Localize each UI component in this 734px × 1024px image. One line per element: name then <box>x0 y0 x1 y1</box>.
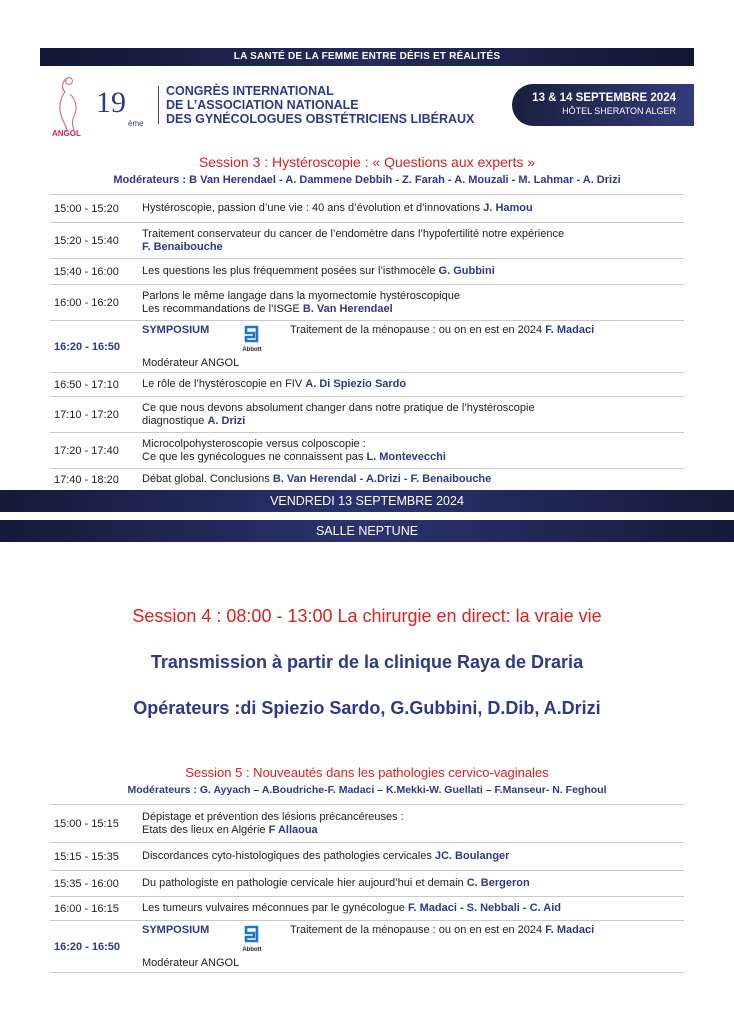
table-row: 15:40 - 16:00 Les questions les plus fréquemment posées sur l’isthmocèle G. Gubbini <box>50 258 684 284</box>
session3-schedule <box>50 194 684 490</box>
table-row: 15:00 - 15:20 Hystéroscopie, passion d’une vie : 40 ans d’évolution et d’innovations J. Hamou <box>50 194 684 222</box>
table-row: 15:20 - 15:40 Traitement conservateur du cancer de l’endomètre dans l’hypofertilité notre expérience F. Benaibouche <box>50 222 684 258</box>
day-band: VENDREDI 13 SEPTEMBRE 2024 <box>0 490 734 512</box>
table-row: 17:10 - 17:20 Ce que nous devons absolument changer dans notre pratique de l’hystéroscopie diagnostique A. Drizi <box>50 396 684 432</box>
table-row: 15:00 - 15:15 Dépistage et prévention des lésions précancéreuses : Etats des lieux en Algérie F Allaoua <box>50 804 684 842</box>
congress-dates: 13 & 14 SEPTEMBRE 2024 <box>532 92 676 104</box>
edition-suffix: ème <box>128 119 144 128</box>
table-row: 16:00 - 16:15 Les tumeurs vulvaires méconnues par le gynécologue F. Madaci - S. Nebbali - C. Aid <box>50 896 684 920</box>
session5-title: Session 5 : Nouveautés dans les pathologies cervico-vaginales <box>185 765 549 780</box>
congress-title: CONGRÈS INTERNATIONAL DE L’ASSOCIATION NATIONALE DES GYNÉCOLOGUES OBSTÉTRICIENS LIBÉRAUX <box>166 84 475 126</box>
room-band: SALLE NEPTUNE <box>0 520 734 542</box>
session5-moderators: Modérateurs : G. Ayyach – A.Boudriche-F. Madaci – K.Mekki-W. Guellati – F.Manseur- N. Feghoul <box>127 784 607 796</box>
session3-moderators: Modérateurs : B Van Herendael - A. Dammene Debbih - Z. Farah - A. Mouzali - M. Lahmar - A. Drizi <box>113 174 621 186</box>
logo-text: ANGOL <box>52 129 81 138</box>
date-block <box>512 84 694 126</box>
session4-operators: Opérateurs :di Spiezio Sardo, G.Gubbini, D.Dib, A.Drizi <box>133 698 601 718</box>
symposium-row: 16:20 - 16:50 SYMPOSIUM Abbott Traitement de la ménopause : ou on en est en 2024 F. Madaci Modérateur ANGOL <box>50 320 684 372</box>
table-row: 16:00 - 16:20 Parlons le même langage dans la myomectomie hystéroscopique Les recommandations de l’ISGE B. Van Herendael <box>50 284 684 320</box>
session5-schedule <box>50 804 684 973</box>
table-row: 17:20 - 17:40 Microcolpohysteroscopie versus colposcopie : Ce que les gynécologues ne connaissent pas L. Montevecchi <box>50 432 684 468</box>
session4-title: Session 4 : 08:00 - 13:00 La chirurgie en direct: la vraie vie <box>132 606 602 626</box>
table-row: 17:40 - 18:20 Débat global. Conclusions B. Van Herendal - A.Drizi - F. Benaibouche <box>50 468 684 490</box>
symposium-row: 16:20 - 16:50 SYMPOSIUM Abbott Traitement de la ménopause : ou on en est en 2024 F. Madaci Modérateur ANGOL <box>50 920 684 972</box>
abbott-logo: Abbott <box>232 324 272 357</box>
congress-venue: HÔTEL SHERATON ALGER <box>562 106 676 116</box>
session3-title: Session 3 : Hystéroscopie : « Questions aux experts » <box>198 154 536 170</box>
edition-number: 19 <box>96 86 126 119</box>
table-row: 15:15 - 15:35 Discordances cyto-histologiques des pathologies cervicales JC. Boulanger <box>50 842 684 870</box>
abbott-logo: Abbott <box>232 924 272 957</box>
table-row: 15:35 - 16:00 Du pathologiste en pathologie cervicale hier aujourd’hui et demain C. Bergeron <box>50 870 684 896</box>
header-divider <box>158 86 159 124</box>
angol-logo <box>52 72 162 138</box>
session4-transmission: Transmission à partir de la clinique Raya de Draria <box>150 652 584 672</box>
table-row: 16:50 - 17:10 Le rôle de l’hystéroscopie en FIV A. Di Spiezio Sardo <box>50 372 684 396</box>
header-banner: LA SANTÉ DE LA FEMME ENTRE DÉFIS ET RÉALITÉS <box>40 48 694 66</box>
